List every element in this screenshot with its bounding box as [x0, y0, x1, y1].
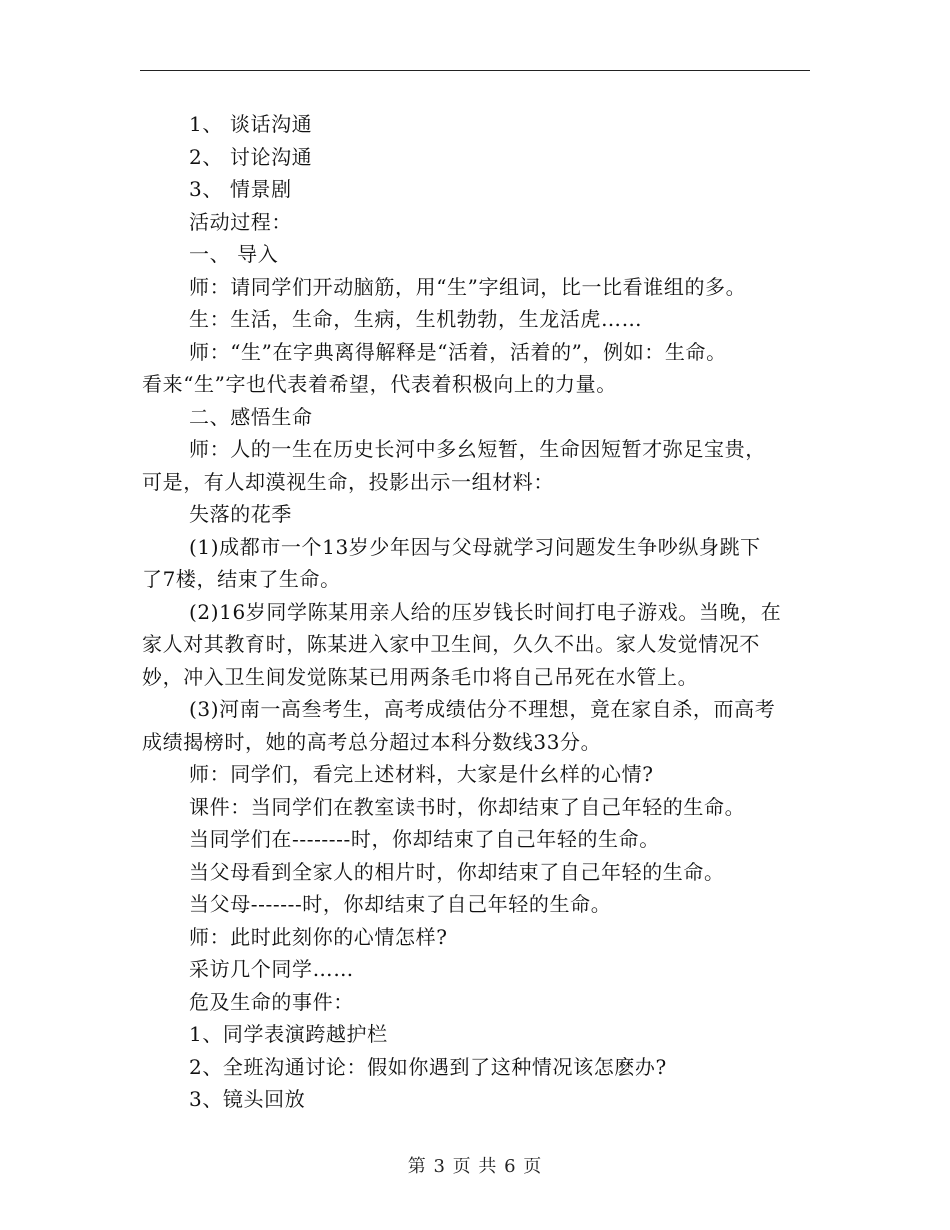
text-line: 师：同学们，看完上述材料，大家是什幺样的心情?: [189, 762, 654, 786]
text-line: 师：“生”在字典离得解释是“活着，活着的”，例如：生命。: [189, 339, 727, 364]
text-line: 1、同学表演跨越护栏: [189, 1022, 388, 1046]
page-number-footer: 第 3 页 共 6 页: [407, 1156, 543, 1177]
text-line: 家人对其教育时，陈某进入家中卫生间，久久不出。家人发觉情况不: [142, 632, 760, 656]
text-line: 师：此时此刻你的心情怎样?: [189, 924, 448, 949]
header-divider: [140, 70, 810, 71]
text-line: 可是，有人却漠视生命，投影出示一组材料：: [142, 469, 554, 494]
text-line: 当父母看到全家人的相片时，你却结束了自己年轻的生命。: [189, 859, 725, 884]
text-line: (1)成都市一个13岁少年因与父母就学习问题发生争吵纵身跳下: [189, 534, 761, 559]
text-line: 当父母-------时，你却结束了自己年轻的生命。: [189, 892, 612, 916]
text-line: 采访几个同学……: [189, 957, 354, 981]
text-line: 师：请同学们开动脑筋，用“生”字组词，比一比看谁组的多。: [189, 274, 747, 299]
text-line: 2、全班沟通讨论：假如你遇到了这种情况该怎麽办?: [189, 1054, 667, 1079]
text-line: 1、 谈话沟通: [189, 112, 313, 136]
text-line: 3、镜头回放: [189, 1087, 306, 1111]
text-line: 生：生活，生命，生病，生机勃勃，生龙活虎……: [189, 307, 643, 331]
text-line: 看来“生”字也代表着希望，代表着积极向上的力量。: [142, 372, 617, 396]
text-line: 成绩揭榜时，她的高考总分超过本科分数线33分。: [142, 729, 602, 754]
text-line: (2)16岁同学陈某用亲人给的压岁钱长时间打电子游戏。当晚，在: [189, 599, 782, 624]
text-line: 妙，冲入卫生间发觉陈某已用两条毛巾将自己吊死在水管上。: [142, 664, 699, 689]
text-line: 了7楼，结束了生命。: [142, 567, 341, 591]
text-line: 3、 情景剧: [189, 177, 292, 201]
document-body: [142, 108, 810, 1116]
text-line: 失落的花季: [189, 502, 292, 526]
text-line: 师：人的一生在历史长河中多幺短暂，生命因短暂才弥足宝贵，: [189, 437, 766, 461]
text-line: 危及生命的事件：: [189, 989, 354, 1014]
text-line: 二、感悟生命: [189, 404, 313, 429]
text-line: 2、 讨论沟通: [189, 144, 313, 169]
text-line: 一、 导入: [189, 242, 279, 266]
text-line: 课件：当同学们在教室读书时，你却结束了自己年轻的生命。: [189, 794, 746, 819]
text-line: 当同学们在--------时，你却结束了自己年轻的生命。: [189, 827, 660, 851]
text-line: 活动过程：: [189, 209, 292, 234]
text-line: (3)河南一高叁考生，高考成绩估分不理想，竟在家自杀，而高考: [189, 697, 776, 721]
